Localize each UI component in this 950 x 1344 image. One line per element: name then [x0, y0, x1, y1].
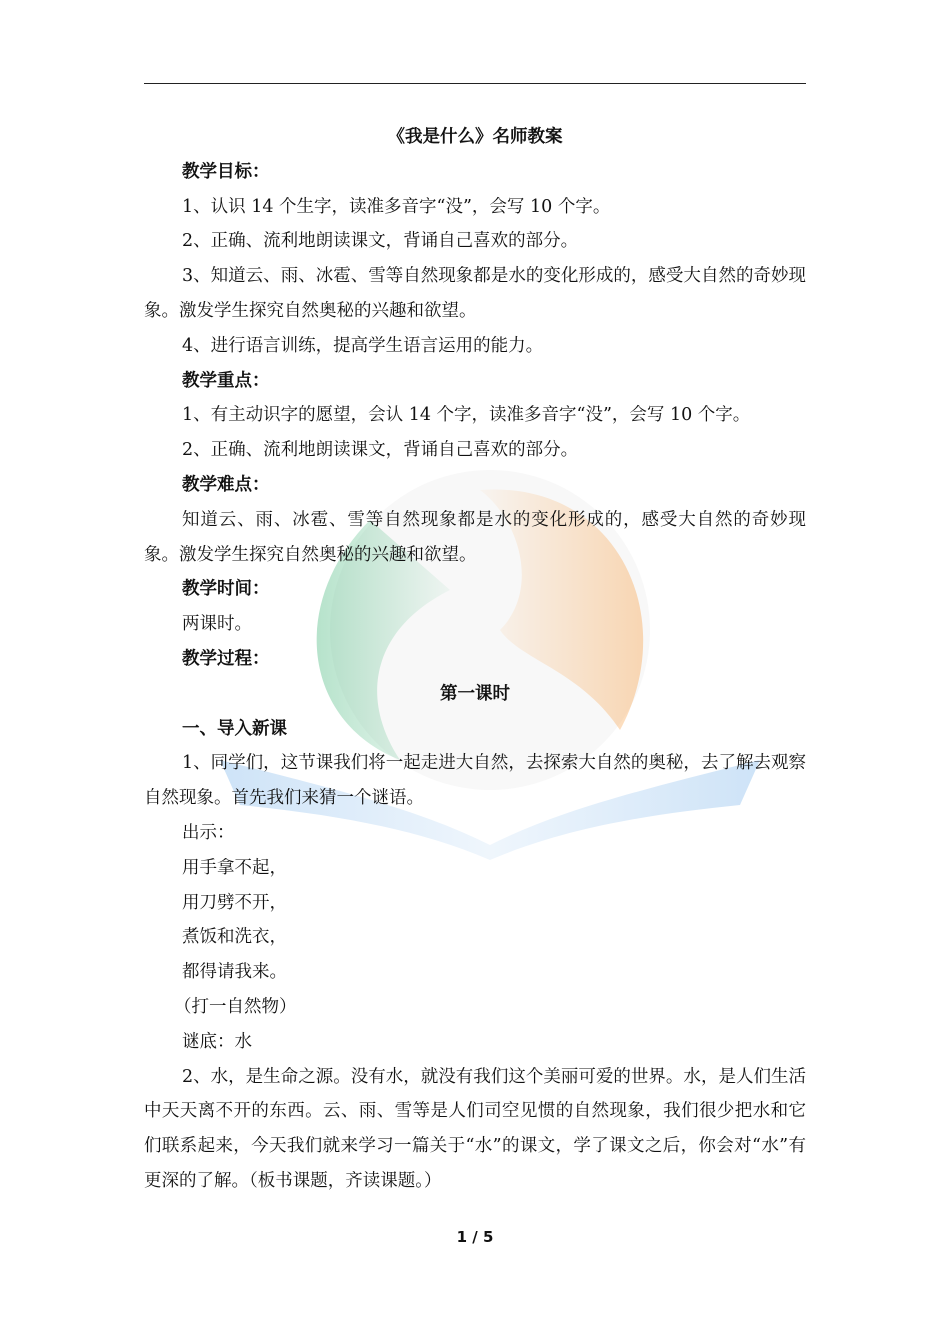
difficulty-text: 知道云、雨、冰雹、雪等自然现象都是水的变化形成的，感受大自然的奇妙现象。激发学生探究自然奥秘的兴趣和欲望。	[144, 509, 806, 565]
process-heading: 教学过程：	[182, 648, 270, 669]
goal-item: 1、认识 14 个生字，读准多音字“没”，会写 10 个字。	[182, 196, 611, 217]
time-heading: 教学时间：	[182, 579, 270, 600]
riddle-line: 用手拿不起，	[182, 857, 287, 878]
document-body	[144, 120, 806, 1199]
show-label: 出示：	[182, 822, 235, 843]
riddle-hint: （打一自然物）	[174, 996, 297, 1017]
time-text: 两课时。	[182, 614, 252, 635]
difficulty-heading: 教学难点：	[182, 474, 270, 495]
goal-item: 3、知道云、雨、冰雹、雪等自然现象都是水的变化形成的，感受大自然的奇妙现象。激发学生探究自然奥秘的兴趣和欲望。	[144, 266, 806, 321]
lesson-title: 第一课时	[440, 683, 510, 704]
section-heading: 一、导入新课	[182, 718, 287, 739]
page-number: 1 / 5	[456, 1228, 494, 1246]
paragraph-two: 2、水，是生命之源。没有水，就没有我们这个美丽可爱的世界。水，是人们生活中天天离不开的东西。云、雨、雪等是人们司空见惯的自然现象，我们很少把水和它们联系起来，今天我们就来学习一篇关于“水”的课文，学了课文之后，你会对“水”有更深的了解。（板书课题，齐读课题。）	[144, 1066, 806, 1191]
key-points-heading: 教学重点：	[182, 370, 270, 391]
riddle-line: 都得请我来。	[182, 962, 287, 983]
intro-paragraph: 1、同学们，这节课我们将一起走进大自然，去探索大自然的奥秘，去了解去观察自然现象。首先我们来猜一个谜语。	[144, 753, 806, 809]
key-point-item: 2、正确、流利地朗读课文，背诵自己喜欢的部分。	[182, 440, 579, 461]
document-title: 《我是什么》名师教案	[387, 127, 563, 147]
riddle-answer: 谜底：水	[182, 1031, 252, 1052]
goals-heading: 教学目标：	[182, 161, 270, 182]
key-point-item: 1、有主动识字的愿望，会认 14 个字，读准多音字“没”，会写 10 个字。	[182, 405, 751, 426]
riddle-line: 煮饭和洗衣，	[182, 927, 287, 948]
header-rule	[144, 83, 806, 84]
goal-item: 4、进行语言训练，提高学生语言运用的能力。	[182, 335, 544, 356]
goal-item: 2、正确、流利地朗读课文，背诵自己喜欢的部分。	[182, 231, 579, 252]
riddle-line: 用刀劈不开，	[182, 892, 287, 913]
